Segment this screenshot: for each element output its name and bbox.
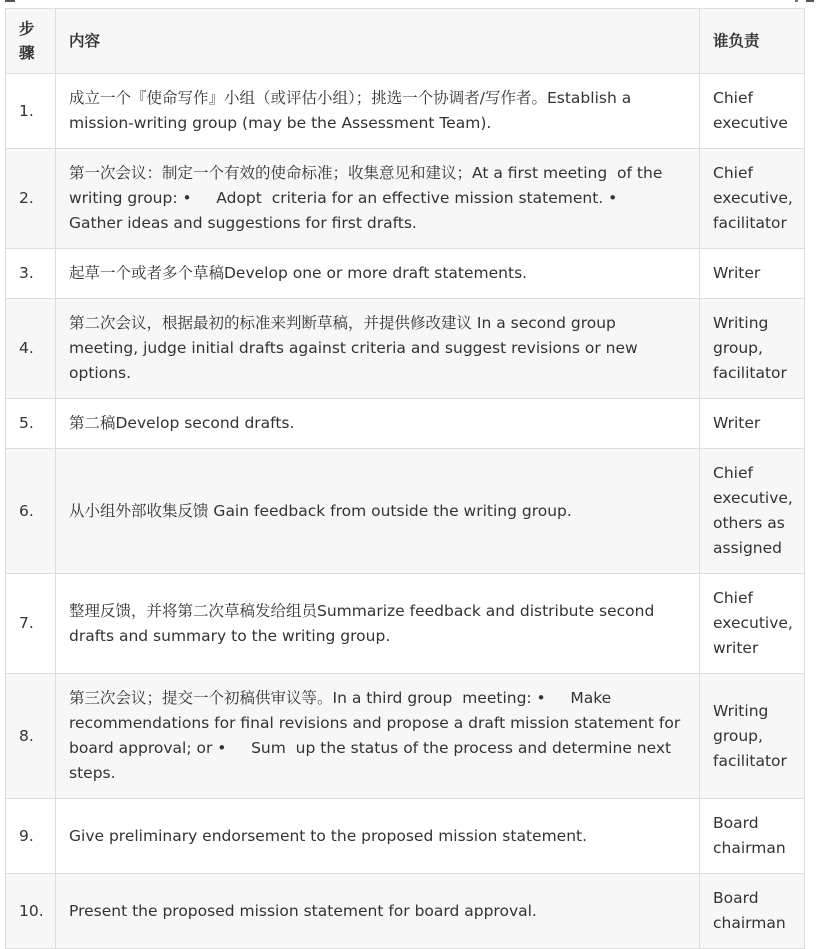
cropped-content-edge	[0, 0, 818, 4]
step-owner: Chief executive	[700, 74, 805, 149]
step-content: 起草一个或者多个草稿Develop one or more draft statements.	[56, 249, 700, 299]
step-content: Give preliminary endorsement to the proposed mission statement.	[56, 799, 700, 874]
mission-writing-steps-table	[5, 8, 805, 949]
step-content: 第二次会议，根据最初的标准来判断草稿，并提供修改建议 In a second group meeting, judge initial drafts against criteria and suggest revisions or new options.	[56, 299, 700, 399]
step-owner: Writing group, facilitator	[700, 299, 805, 399]
step-number: 1.	[6, 74, 56, 149]
step-number: 4.	[6, 299, 56, 399]
header-step-label: 步骤	[19, 20, 35, 62]
table-row	[6, 574, 805, 674]
step-owner: Chief executive, writer	[700, 574, 805, 674]
step-content: 第三次会议；提交一个初稿供审议等。In a third group meeting: • Make recommendations for final revisions and propose a draft mission statement for board approval; or • Sum up the status of the process and determine next steps.	[56, 674, 700, 799]
step-number: 2.	[6, 149, 56, 249]
cropped-fragment	[5, 0, 15, 2]
step-number: 3.	[6, 249, 56, 299]
step-owner: Board chairman	[700, 799, 805, 874]
table-row	[6, 799, 805, 874]
step-number: 9.	[6, 799, 56, 874]
header-content: 内容	[56, 9, 700, 74]
cropped-fragment	[795, 0, 798, 2]
step-owner: Chief executive, others as assigned	[700, 449, 805, 574]
table-row	[6, 149, 805, 249]
header-step	[6, 9, 56, 74]
step-owner: Writer	[700, 249, 805, 299]
cropped-fragment	[806, 0, 814, 2]
step-content: Present the proposed mission statement for board approval.	[56, 874, 700, 949]
table-header-row	[6, 9, 805, 74]
step-owner: Writing group, facilitator	[700, 674, 805, 799]
step-number: 5.	[6, 399, 56, 449]
table-row	[6, 874, 805, 949]
step-content: 从小组外部收集反馈 Gain feedback from outside the writing group.	[56, 449, 700, 574]
step-content: 第二稿Develop second drafts.	[56, 399, 700, 449]
step-owner: Board chairman	[700, 874, 805, 949]
step-number: 10.	[6, 874, 56, 949]
table-row	[6, 249, 805, 299]
table-row	[6, 299, 805, 399]
table-row	[6, 74, 805, 149]
step-content: 整理反馈，并将第二次草稿发给组员Summarize feedback and distribute second drafts and summary to the writing group.	[56, 574, 700, 674]
step-content: 成立一个『使命写作』小组（或评估小组）；挑选一个协调者/写作者。Establish a mission-writing group (may be the Assessment Team).	[56, 74, 700, 149]
table-row	[6, 674, 805, 799]
step-owner: Chief executive, facilitator	[700, 149, 805, 249]
step-content: 第一次会议：制定一个有效的使命标准；收集意见和建议；At a first meeting of the writing group: • Adopt criteria for an effective mission statement. • Gather ideas and suggestions for first drafts.	[56, 149, 700, 249]
table-row	[6, 449, 805, 574]
step-number: 8.	[6, 674, 56, 799]
table-row	[6, 399, 805, 449]
step-owner: Writer	[700, 399, 805, 449]
header-owner: 谁负责	[700, 9, 805, 74]
step-number: 7.	[6, 574, 56, 674]
step-number: 6.	[6, 449, 56, 574]
